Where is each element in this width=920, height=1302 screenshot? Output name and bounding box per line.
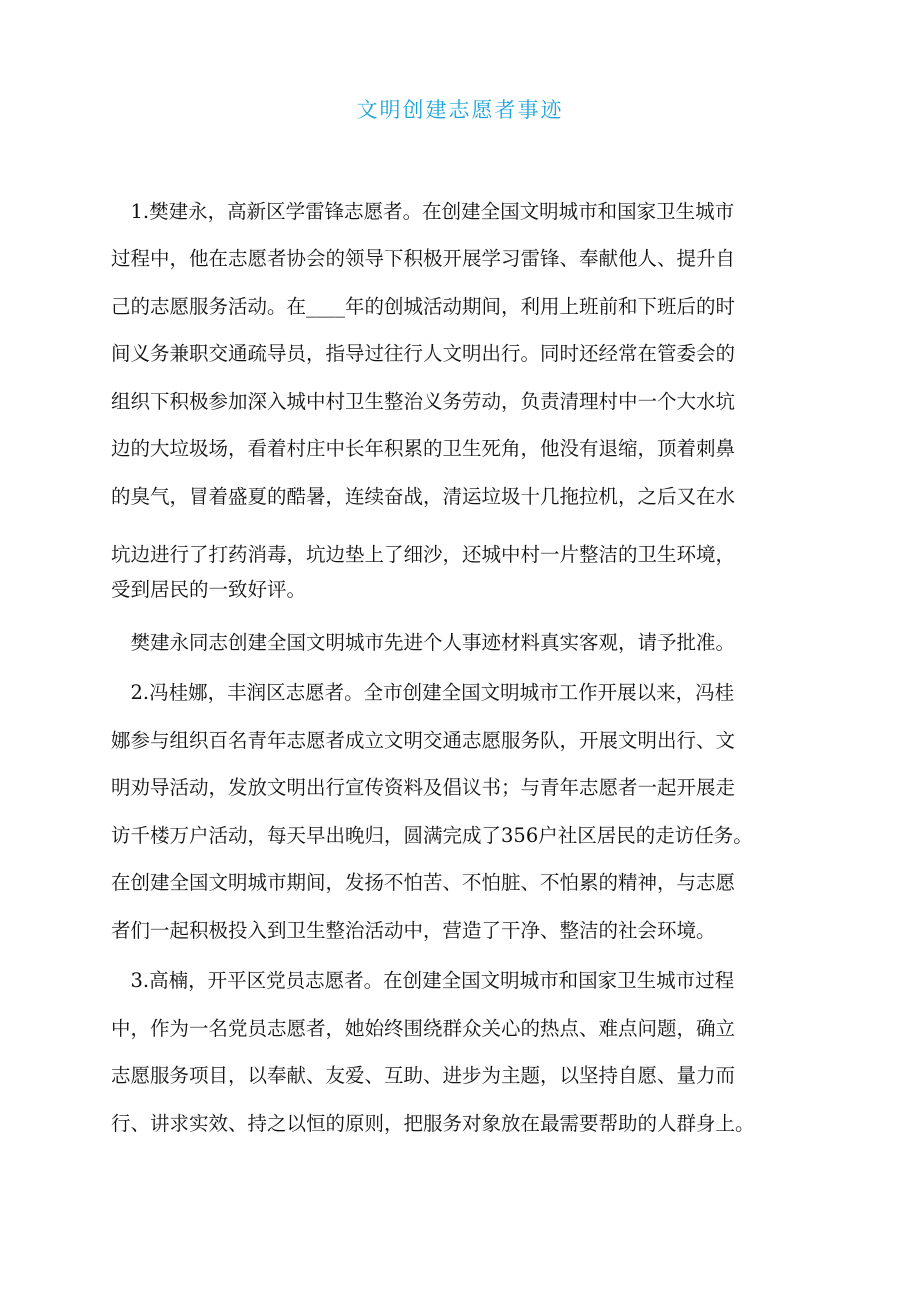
body-line: 樊建永同志创建全国文明城市先进个人事迹材料真实客观，请予批准。: [111, 631, 736, 654]
body-line: 3.高楠，开平区党员志愿者。在创建全国文明城市和国家卫生城市过程: [111, 969, 735, 992]
body-line: 的臭气，冒着盛夏的酷暑，连续奋战，清运垃圾十几拖拉机，之后又在水: [111, 485, 736, 508]
body-line: 受到居民的一致好评。: [111, 578, 307, 601]
body-line: 过程中，他在志愿者协会的领导下积极开展学习雷锋、奉献他人、提升自: [111, 247, 736, 270]
body-line: 组织下积极参加深入城中村卫生整治义务劳动，负责清理村中一个大水坑: [111, 390, 736, 413]
body-line: 1.樊建永，高新区学雷锋志愿者。在创建全国文明城市和国家卫生城市: [111, 200, 735, 223]
body-line: 行、讲求实效、持之以恒的原则，把服务对象放在最需要帮助的人群身上。: [111, 1112, 755, 1135]
body-line: 娜参与组织百名青年志愿者成立文明交通志愿服务队，开展文明出行、文: [111, 729, 736, 752]
body-line: 志愿服务项目，以奉献、友爱、互助、进步为主题，以坚持自愿、量力而: [111, 1064, 736, 1087]
body-line: 者们一起积极投入到卫生整治活动中，营造了干净、整洁的社会环境。: [111, 919, 716, 942]
body-line: 坑边进行了打药消毒，坑边垫上了细沙，还城中村一片整洁的卫生环境，: [111, 543, 736, 566]
body-line: 己的志愿服务活动。在____年的创城活动期间，利用上班前和下班后的时: [111, 295, 736, 318]
body-line: 2.冯桂娜，丰润区志愿者。全市创建全国文明城市工作开展以来，冯桂: [111, 681, 735, 704]
body-line: 在创建全国文明城市期间，发扬不怕苦、不怕脏、不怕累的精神，与志愿: [111, 871, 736, 894]
document-title: 文明创建志愿者事迹: [356, 98, 564, 122]
body-line: 间义务兼职交通疏导员，指导过往行人文明出行。同时还经常在管委会的: [111, 342, 736, 365]
body-line: 中，作为一名党员志愿者，她始终围绕群众关心的热点、难点问题，确立: [111, 1017, 736, 1040]
body-line: 明劝导活动，发放文明出行宣传资料及倡议书；与青年志愿者一起开展走: [111, 776, 736, 799]
body-line: 边的大垃圾场，看着村庄中长年积累的卫生死角，他没有退缩，顶着刺鼻: [111, 437, 736, 460]
body-line: 访千楼万户活动，每天早出晚归，圆满完成了356户社区居民的走访任务。: [111, 824, 753, 847]
